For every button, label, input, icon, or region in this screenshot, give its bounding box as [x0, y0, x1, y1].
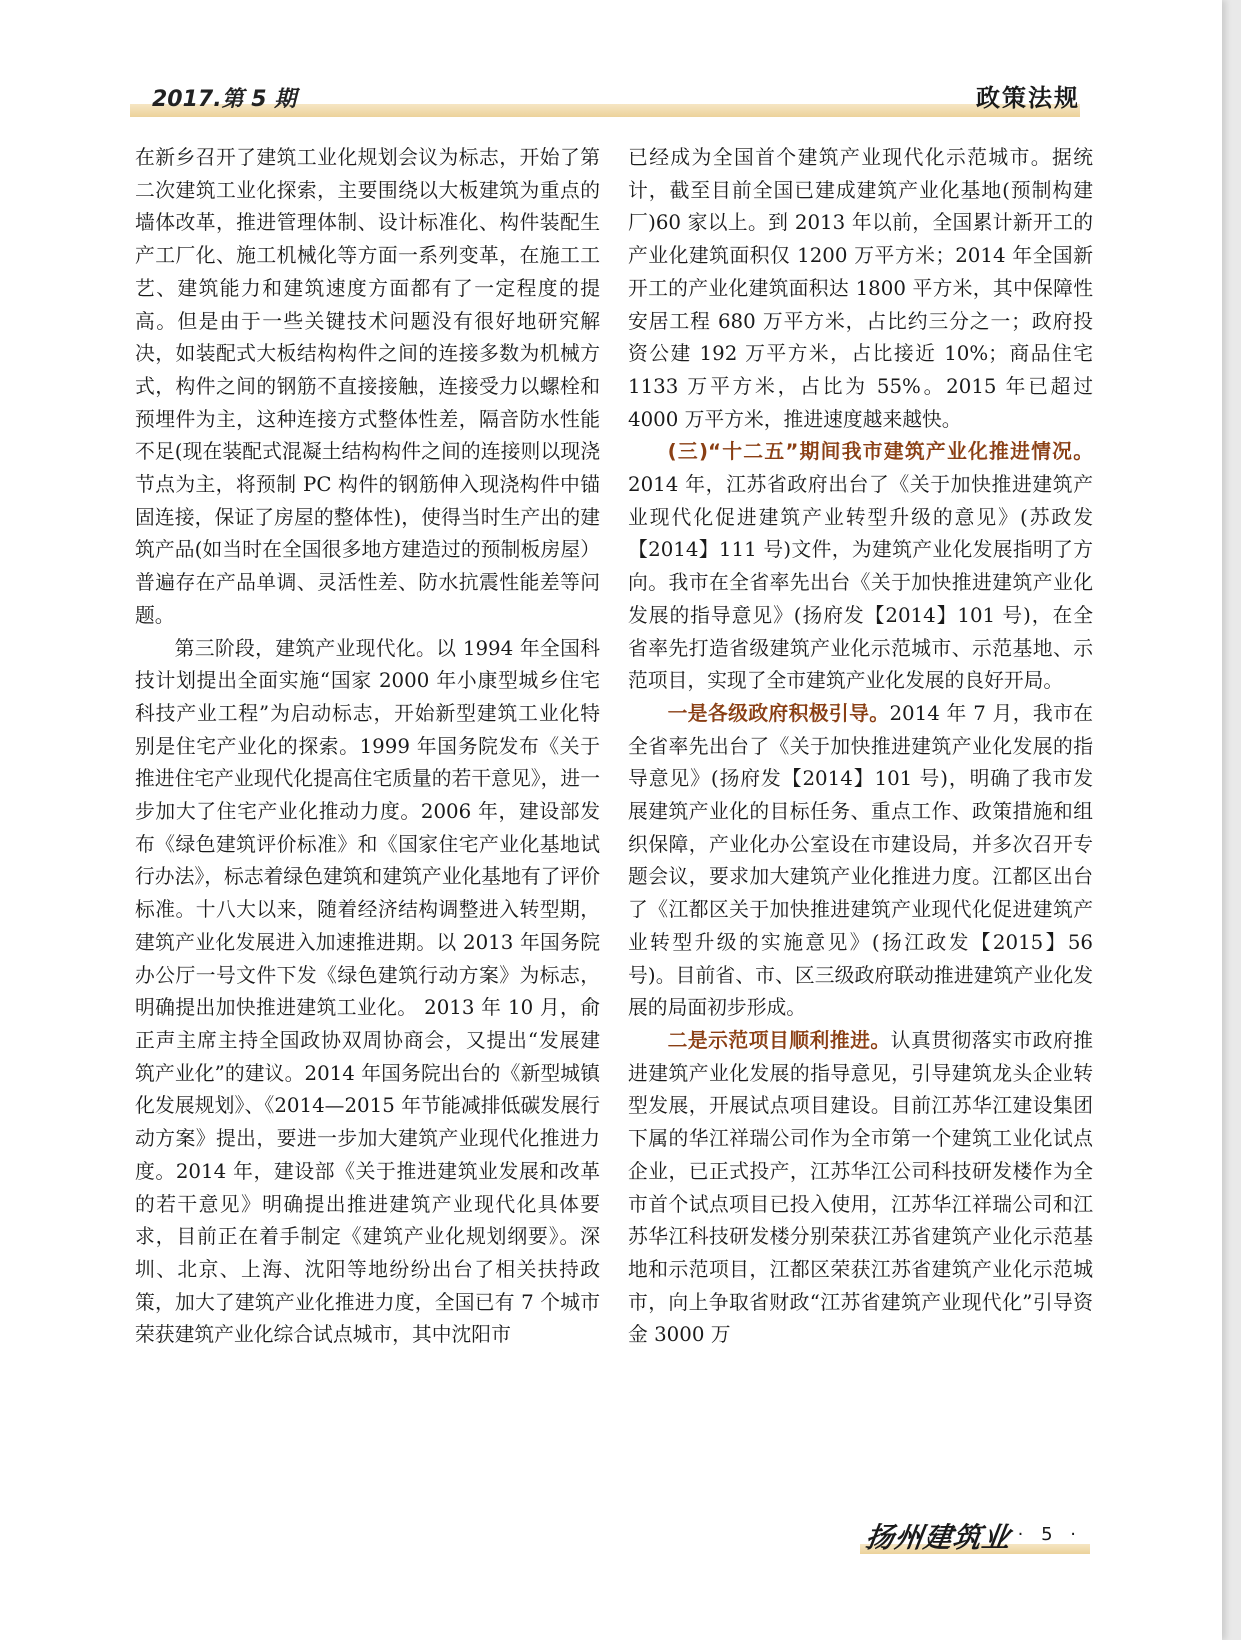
paragraph [135, 142, 600, 633]
paragraph-text: 第三阶段，建筑产业现代化。以 1994 年全国科技计划提出全面实施“国家 2000 年小康型城乡住宅科技产业工程”为启动标志，开始新型建筑工业化特别是住宅产业化的探索。1999 年国务院发布《关于推进住宅产业现代化提高住宅质量的若干意见》，进一步加大了住宅产业化推动力度。2006 年，建设部发布《绿色建筑评价标准》和《国家住宅产业化基地试行办法》，标志着绿色建筑和建筑产业化基地有了评价标准。十八大以来，随着经济结构调整进入转型期，建筑产业化发展进入加速推进期。以 2013 年国务院办公厅一号文件下发《绿色建筑行动方案》为标志，明确提出加快推进建筑工业化。 2013 年 10 月，俞正声主席主持全国政协双周协商会，又提出“发展建筑产业化”的建议。2014 年国务院出台的《新型城镇化发展规划》、《2014—2015 年节能减排低碳发展行动方案》提出，要进一步加大建筑产业现代化推进力度。2014 年，建设部《关于推进建筑业发展和改革的若干意见》明确提出推进建筑产业现代化具体要求，目前正在着手制定《建筑产业化规划纲要》。深圳、北京、上海、沈阳等地纷纷出台了相关扶持政策，加大了建筑产业化推进力度，全国已有 7 个城市荣获建筑产业化综合试点城市，其中沈阳市 [135, 636, 600, 1347]
page-footer [860, 1518, 1090, 1558]
paragraph-text: 2014 年，江苏省政府出台了《关于加快推进建筑产业现代化促进建筑产业转型升级的意见》(苏政发【2014】111 号)文件，为建筑产业化发展指明了方向。我市在全省率先出台《关于加快推进建筑产业化发展的指导意见》(扬府发【2014】101 号)，在全省率先打造省级建筑产业化示范城市、示范基地、示范项目，实现了全市建筑产业化发展的良好开局。 [628, 473, 1093, 693]
issue-number: 2017.第 5 期 [152, 87, 297, 112]
paragraph-text: 已经成为全国首个建筑产业现代化示范城市。据统计，截至目前全国已建成建筑产业化基地(预制构建厂)60 家以上。到 2013 年以前，全国累计新开工的产业化建筑面积仅 1200 万平方米；2014 年全国新开工的产业化建筑面积达 1800 平方米，其中保障性安居工程 680 万平方米，占比约三分之一；政府投资公建 192 万平方米，占比接近 10%；商品住宅 1133 万平方米，占比为 55%。2015 年已超过 4000 万平方米，推进速度越来越快。 [628, 146, 1093, 431]
section-heading: 二是示范项目顺利推进。 [667, 1028, 891, 1052]
page-number: · 5 · [1017, 1524, 1082, 1545]
paragraph-text: 2014 年 7 月，我市在全省率先出台了《关于加快推进建筑产业化发展的指导意见》(扬府发【2014】101 号)，明确了我市发展建筑产业化的目标任务、重点工作、政策措施和组织保障，产业化办公室设在市建设局，并多次召开专题会议，要求加大建筑产业化推进力度。江都区出台了《江都区关于加快推进建筑产业现代化促进建筑产业转型升级的实施意见》(扬江政发【2015】56 号)。目前省、市、区三级政府联动推进建筑产业化发展的局面初步形成。 [628, 701, 1093, 1020]
magazine-logo: 扬州建筑业 [863, 1521, 1014, 1554]
paragraph [135, 633, 600, 1352]
section-title: 政策法规 [976, 84, 1080, 112]
paragraph-text: 认真贯彻落实市政府推进建筑产业化发展的指导意见，引导建筑龙头企业转型发展，开展试点项目建设。目前江苏华江建设集团下属的华江祥瑞公司作为全市第一个建筑工业化试点企业，已正式投产，江苏华江公司科技研发楼作为全市首个试点项目已投入使用，江苏华江祥瑞公司和江苏华江科技研发楼分别荣获江苏省建筑产业化示范基地和示范项目，江都区荣获江苏省建筑产业化示范城市，向上争取省财政“江苏省建筑产业现代化”引导资金 3000 万 [628, 1028, 1093, 1347]
paragraph [628, 1025, 1093, 1352]
paragraph [628, 698, 1093, 1025]
paragraph-text: 在新乡召开了建筑工业化规划会议为标志，开始了第二次建筑工业化探索，主要围绕以大板建筑为重点的墙体改革，推进管理体制、设计标准化、构件装配生产工厂化、施工机械化等方面一系列变革，在施工工艺、建筑能力和建筑速度方面都有了一定程度的提高。但是由于一些关键技术问题没有很好地研究解决，如装配式大板结构构件之间的连接多数为机械方式，构件之间的钢筋不直接接触，连接受力以螺栓和预埋件为主，这种连接方式整体性差，隔音防水性能不足(现在装配式混凝土结构构件之间的连接则以现浇节点为主，将预制 PC 构件的钢筋伸入现浇构件中锚固连接，保证了房屋的整体性)，使得当时生产出的建筑产品(如当时在全国很多地方建造过的预制板房屋）普遍存在产品单调、灵活性差、防水抗震性能差等问题。 [135, 146, 600, 627]
page-header [130, 80, 1080, 120]
paragraph [628, 436, 1093, 698]
section-heading: (三)“十二五”期间我市建筑产业化推进情况。 [667, 440, 1093, 464]
section-heading: 一是各级政府积极引导。 [667, 701, 890, 725]
right-column [628, 142, 1093, 1352]
paragraph [628, 142, 1093, 436]
left-column [135, 142, 600, 1352]
